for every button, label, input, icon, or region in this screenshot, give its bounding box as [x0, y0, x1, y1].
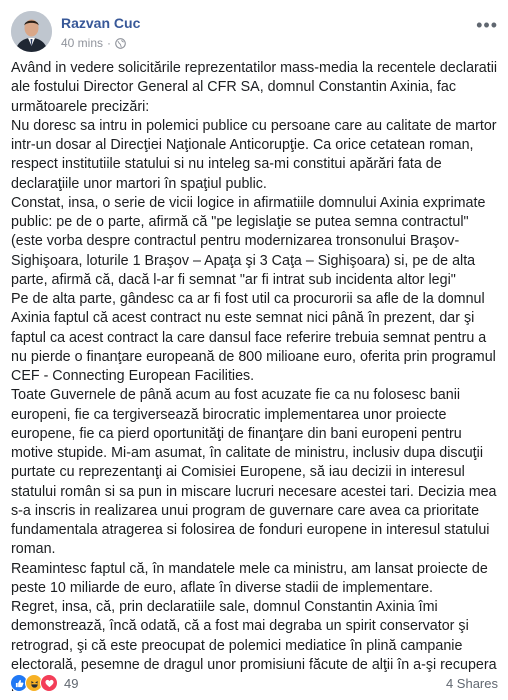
globe-icon[interactable]	[115, 38, 126, 49]
post-paragraph: Regret, insa, că, prin declaratiile sale, domnul Constantin Axinia îmi demonstrează, încă odată, că a fost mai degraba un spirit conservator şi retrograd, şi că este preocupat de polemici mediatice în plină campanie electorală, pesemne de dragul unor promisiuni făcute de alţii în a-şi recupera	[11, 599, 497, 673]
post-text	[11, 59, 499, 694]
post-paragraph: Toate Guvernele de până acum au fost acuzate fie ca nu folosesc banii europeni, fie ca tergiversează birocratic implementarea unor proiecte europene, fie ca pierd oportunităţi de finanţare din bani europeni pentru motive stupide. Mi-am asumat, în calitate de ministru, inclusiv dupa discuţii purtate cu reprezentanţi ai Comisiei Europene, să iau decizii in interesul statului român si sa pun in miscare lucruri necesare acestei tari. Decizia mea s-a inscris in realizarea unui program de guvernare care avea ca prioritate fundamentala atragerea si folosirea de fonduri europene in interesul statului roman.	[11, 387, 497, 558]
post-footer	[10, 672, 498, 694]
post-paragraph: Reamintesc faptul că, în mandatele mele ca ministru, am lansat proiecte de peste 10 miliarde de euro, aflate în diverse stadii de implementare.	[11, 560, 488, 596]
post-paragraph: Nu doresc sa intru in polemici publice cu persoane care au calitate de martor intr-un dosar al Direcţiei Naţionale Anticorupţie. Ca orice cetatean roman, respect institutiile statului si nu inteleg sa-mi constitui apărări fata de declaraţiile unor martori în spaţiul public.	[11, 117, 497, 192]
author-name[interactable]: Razvan Cuc	[61, 15, 141, 31]
reactions-summary[interactable]	[10, 674, 78, 692]
post-timestamp[interactable]: 40 mins	[61, 36, 104, 50]
reaction-count[interactable]: 49	[64, 675, 79, 691]
post-paragraph: Constat, insa, o serie de vicii logice in afirmatiile domnului Axinia exprimate public: pe de o parte, afirmă că "pe legislaţie se putea semna contractul" (este vorba despre contractul pentru modernizarea tronsonului Braşov- Sighişoara, loturile 1 Braşov – Apaţa şi 3 Caţa – Sighişoara) si, pe de alta parte, afirmă că, dacă l-ar fi semnat "ar fi intrat sub incidenta altor legi"	[11, 194, 486, 288]
avatar[interactable]	[11, 11, 52, 52]
post-paragraph: Având in vedere solicitările reprezentatilor mass-media la recentele declaratii ale fostului Director General al CFR SA, domnul Constantin Axinia, fac următoarele precizări:	[11, 60, 498, 115]
post-meta: 40 mins ·	[61, 36, 126, 50]
shares-count[interactable]: 4 Shares	[445, 675, 498, 691]
more-options-icon[interactable]: •••	[476, 15, 498, 35]
love-icon	[40, 674, 58, 692]
post-header	[11, 11, 500, 55]
post-paragraph: Pe de alta parte, gândesc ca ar fi fost util ca procurorii sa afle de la domnul Axinia faptul că acest contract nu este semnat nici până în prezent, dar şi faptul ca acest contract la care dansul face referire trebuia semnat pentru a nu pierde o finanţare europeană de 800 milioane euro, oferita prin programul CEF - Connecting European Facilities.	[11, 291, 496, 384]
